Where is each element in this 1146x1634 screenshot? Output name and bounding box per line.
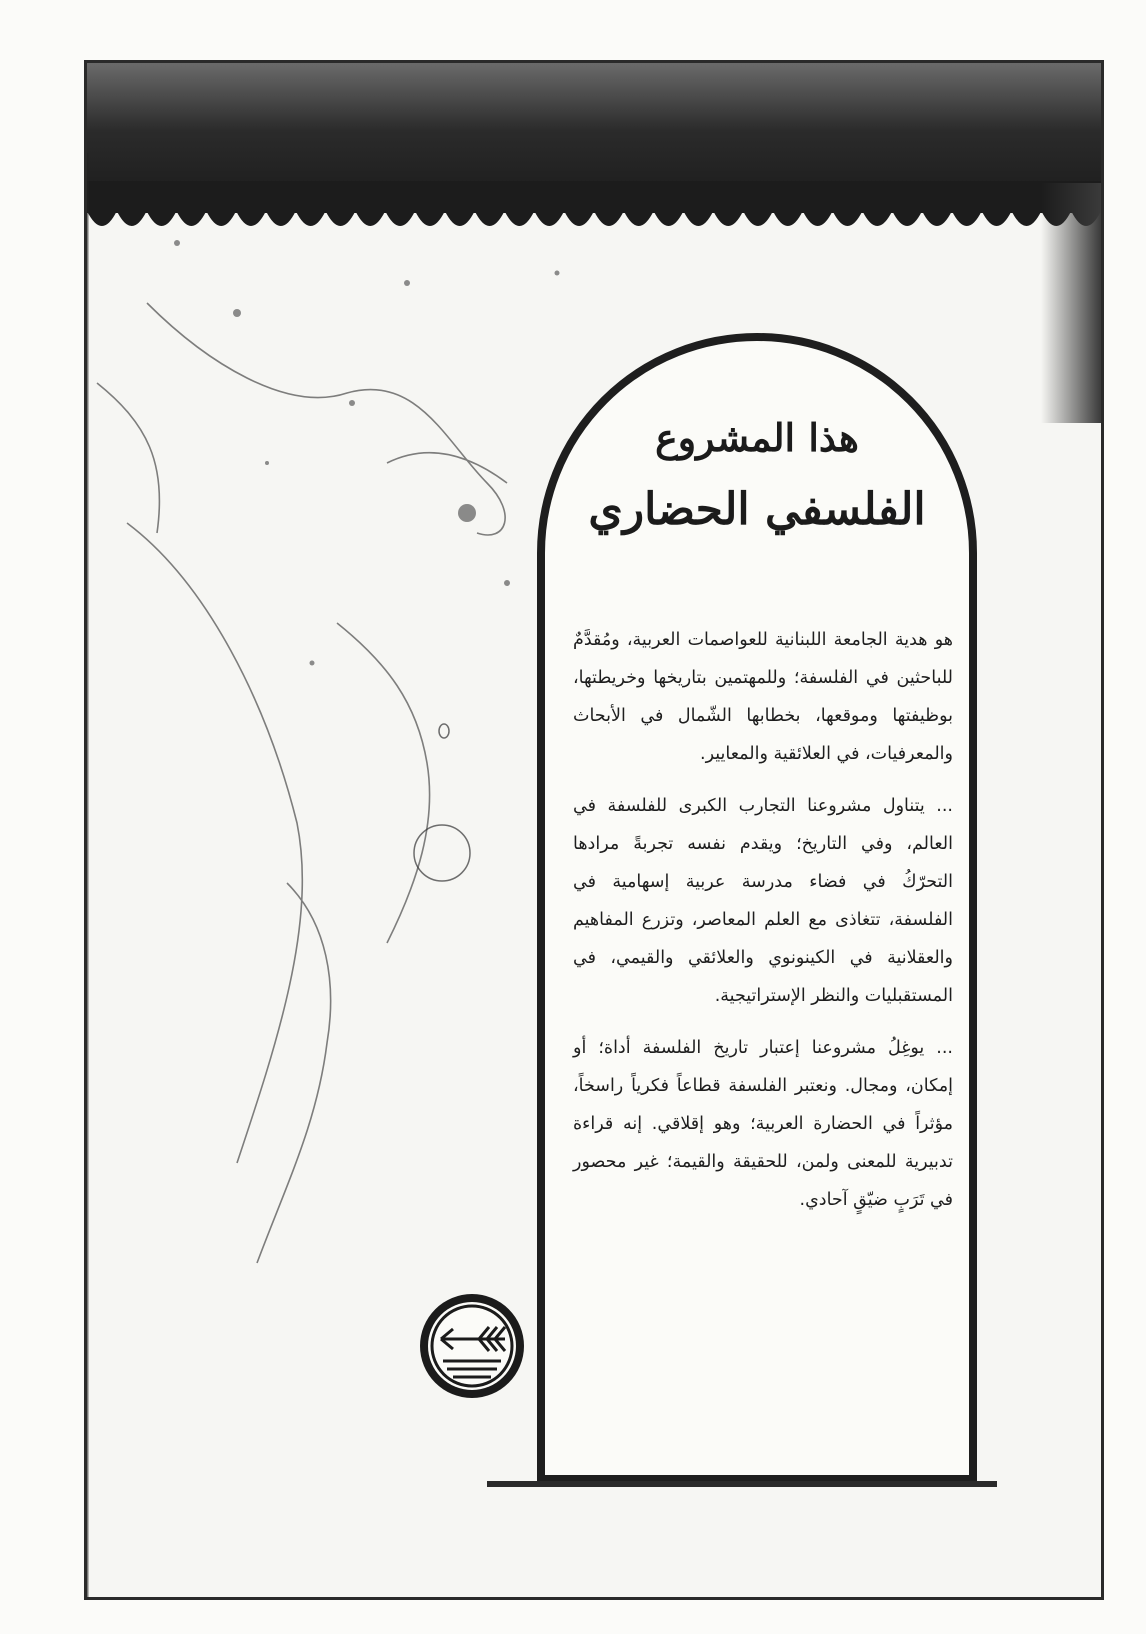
paragraph-1: هو هدية الجامعة اللبنانية للعواصمات العربية، ومُقدَّمٌ للباحثين في الفلسفة؛ وللمهتمين بتاريخها وخريطتها، بوظيفتها وموقعها، بخطابها الشّمال في الأبحاث والمعرفيات، في العلائقية والمعايير.: [573, 630, 953, 764]
paragraph-3: ... يوغِلُ مشروعنا إعتبار تاريخ الفلسفة أداة؛ أو إمكان، ومجال. ونعتبر الفلسفة قطاعاً فكرياً راسخاً، مؤثراً في الحضارة العربية؛ وهو إقلاقي. إنه قراءة تدبيرية للمعنى ولمن، للحقيقة والقيمة؛ غير محصور في تَرَبٍ ضيّقٍ آحادي.: [573, 1038, 953, 1210]
bottom-rule: [487, 1481, 997, 1487]
arched-text-panel: [537, 333, 977, 1483]
paragraph-2: ... يتناول مشروعنا التجارب الكبرى للفلسفة في العالم، وفي التاريخ؛ ويقدم نفسه تجربةً مرادها التحرّكُ في فضاء مدرسة عربية إسهامية في الفلسفة، تتغاذى مع العلم المعاصر، وتزرع المفاهيم والعقلانية في الكينونوي والعلائقي والقيمي، في المستقبليات والنظر الإستراتيجية.: [573, 796, 953, 1006]
book-cover: [84, 60, 1104, 1600]
title-line-2: الفلسفي الحضاري: [588, 484, 926, 535]
title-line-1: هذا المشروع: [655, 415, 859, 460]
arrow-emblem-icon: [417, 1291, 527, 1401]
panel-title: [545, 411, 969, 545]
panel-body: [573, 621, 953, 1233]
